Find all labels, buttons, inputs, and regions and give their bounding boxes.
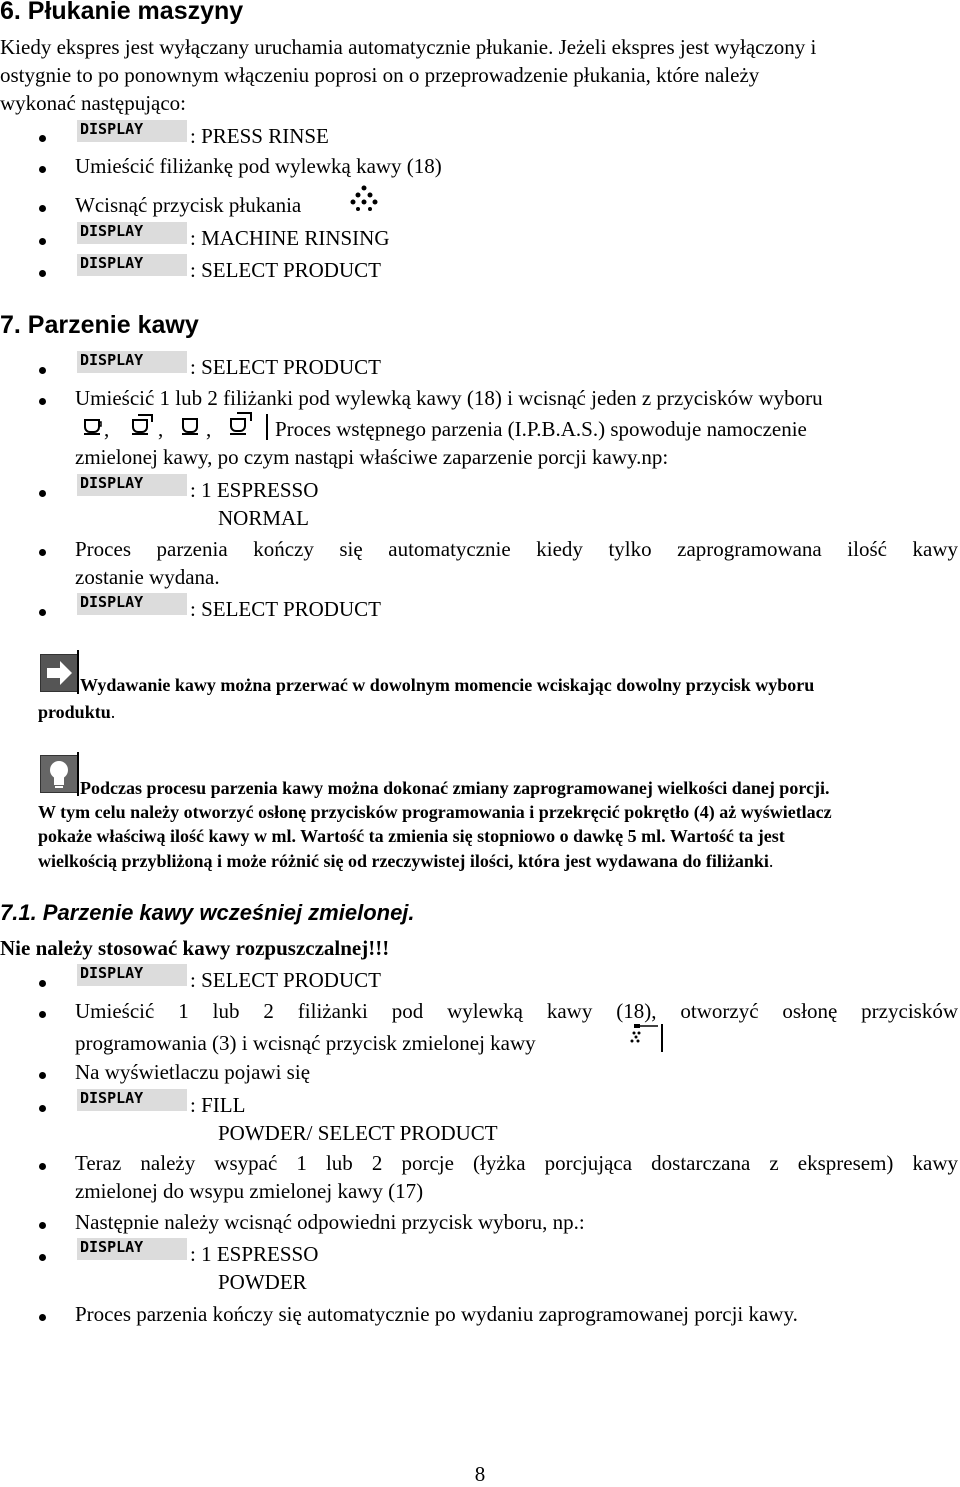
display-icon: DISPLAY bbox=[77, 120, 187, 142]
s71-item-3: Na wyświetlaczu pojawi się bbox=[75, 1060, 311, 1084]
bullet bbox=[39, 1072, 46, 1079]
bullet bbox=[39, 238, 46, 245]
two-large-cups-icon bbox=[228, 410, 258, 436]
bullet bbox=[39, 135, 46, 142]
bullet bbox=[39, 980, 46, 987]
s7-item-4-line-1: Proces parzenia kończy się automatycznie kiedy tylko zaprogramowana ilość kawy bbox=[75, 537, 958, 561]
s7-item-2-line-3: zmielonej kawy, po czym nastąpi właściwe zaparzenie porcji kawy.np: bbox=[75, 445, 669, 469]
display-icon: DISPLAY bbox=[77, 222, 187, 244]
section-6-heading: 6. Płukanie maszyny bbox=[0, 0, 244, 25]
s71-item-4-line-2: POWDER/ SELECT PRODUCT bbox=[218, 1121, 498, 1145]
separator-bar bbox=[77, 752, 79, 796]
bullet bbox=[39, 1105, 46, 1112]
s71-item-6: Następnie należy wcisnąć odpowiedni przycisk wyboru, np.: bbox=[75, 1210, 585, 1234]
s6-item-3: Wcisnąć przycisk płukania bbox=[75, 193, 302, 217]
bullet bbox=[39, 205, 46, 212]
s71-item-1: : SELECT PRODUCT bbox=[190, 968, 381, 992]
s6-item-2: Umieścić filiżankę pod wylewką kawy (18) bbox=[75, 154, 442, 178]
s7-item-5: : SELECT PRODUCT bbox=[190, 597, 381, 621]
bullet bbox=[39, 1222, 46, 1229]
bullet bbox=[39, 367, 46, 374]
bullet bbox=[39, 1254, 46, 1261]
s7-item-2-line-1: Umieścić 1 lub 2 filiżanki pod wylewką kawy (18) i wcisnąć jeden z przycisków wyboru bbox=[75, 386, 823, 410]
rinse-icon bbox=[348, 184, 380, 214]
bullet bbox=[39, 1314, 46, 1321]
note-2-line-2: W tym celu należy otworzyć osłonę przycisków programowania i przekręcić pokrętło (4) aż wyświetlacz bbox=[38, 802, 832, 822]
separator-bar bbox=[77, 650, 79, 694]
separator: , bbox=[104, 417, 110, 441]
one-cup-icon bbox=[82, 414, 104, 436]
bullet bbox=[39, 609, 46, 616]
page-number: 8 bbox=[474, 1462, 486, 1486]
s71-item-7-line-1: : 1 ESPRESSO bbox=[190, 1242, 319, 1266]
instant-coffee-warning: Nie należy stosować kawy rozpuszczalnej!!! bbox=[0, 936, 390, 960]
arrow-note-icon bbox=[40, 654, 78, 692]
bullet bbox=[39, 549, 46, 556]
s71-item-2-line-1: Umieścić 1 lub 2 filiżanki pod wylewką kawy (18), otworzyć osłonę przycisków bbox=[75, 999, 958, 1023]
bullet bbox=[39, 1011, 46, 1018]
s6-intro-line-1: Kiedy ekspres jest wyłączany uruchamia automatycznie płukanie. Jeżeli ekspres jest wyłączony i bbox=[0, 35, 817, 59]
note-2-line-1: Podczas procesu parzenia kawy można dokonać zmiany zaprogramowanej wielkości danej porcji. bbox=[80, 778, 830, 798]
bullet bbox=[39, 166, 46, 173]
bullet bbox=[39, 1163, 46, 1170]
s6-intro-line-3: wykonać następująco: bbox=[0, 91, 187, 115]
s7-item-1: : SELECT PRODUCT bbox=[190, 355, 381, 379]
s71-item-7-line-2: POWDER bbox=[218, 1270, 307, 1294]
s7-item-2-line-2: Proces wstępnego parzenia (I.P.B.A.S.) spowoduje namoczenie bbox=[275, 417, 807, 441]
s71-item-5-line-1: Teraz należy wsypać 1 lub 2 porcje (łyżka porcjująca dostarczana z ekspresem) kawy bbox=[75, 1151, 958, 1175]
display-icon: DISPLAY bbox=[77, 474, 187, 496]
display-icon: DISPLAY bbox=[77, 351, 187, 373]
bullet bbox=[39, 398, 46, 405]
note-2-line-3: pokaże właściwą ilość kawy w ml. Wartość ta zmienia się stopniowo o dawkę 5 ml. Wartość ta jest bbox=[38, 826, 785, 846]
display-icon: DISPLAY bbox=[77, 964, 187, 986]
two-cups-icon bbox=[130, 412, 156, 436]
bullet bbox=[39, 490, 46, 497]
s71-item-2-line-2: programowania (3) i wcisnąć przycisk zmielonej kawy bbox=[75, 1031, 536, 1055]
s71-item-8: Proces parzenia kończy się automatycznie po wydaniu zaprogramowanej porcji kawy. bbox=[75, 1302, 798, 1326]
note-1-line-2: produktu. bbox=[38, 702, 116, 722]
separator-bar bbox=[266, 414, 268, 440]
display-icon: DISPLAY bbox=[77, 254, 187, 276]
section-7-heading: 7. Parzenie kawy bbox=[0, 311, 199, 339]
lightbulb-icon bbox=[40, 755, 78, 793]
display-icon: DISPLAY bbox=[77, 593, 187, 615]
note-1-line-1: Wydawanie kawy można przerwać w dowolnym momencie wciskając dowolny przycisk wyboru bbox=[80, 675, 815, 695]
bullet bbox=[39, 270, 46, 277]
s7-item-3-line-2: NORMAL bbox=[218, 506, 310, 530]
s6-item-4: : MACHINE RINSING bbox=[190, 226, 390, 250]
s7-item-3-line-1: : 1 ESPRESSO bbox=[190, 478, 319, 502]
s7-item-4-line-2: zostanie wydana. bbox=[75, 565, 220, 589]
display-icon: DISPLAY bbox=[77, 1238, 187, 1260]
s6-item-5: : SELECT PRODUCT bbox=[190, 258, 381, 282]
section-7-1-heading: 7.1. Parzenie kawy wcześniej zmielonej. bbox=[0, 900, 415, 925]
s6-item-1: : PRESS RINSE bbox=[190, 124, 329, 148]
ground-coffee-icon bbox=[626, 1022, 666, 1054]
s71-item-5-line-2: zmielonej do wsypu zmielonej kawy (17) bbox=[75, 1179, 424, 1203]
separator: , bbox=[158, 417, 164, 441]
s71-item-4-line-1: : FILL bbox=[190, 1093, 246, 1117]
separator: , bbox=[206, 417, 212, 441]
display-icon: DISPLAY bbox=[77, 1089, 187, 1111]
note-2-line-4: wielkością przybliżoną i może różnić się od rzeczywistej ilości, która jest wydawana do filiżanki. bbox=[38, 851, 774, 871]
s6-intro-line-2: ostygnie to po ponownym włączeniu poprosi on o przeprowadzenie płukania, które należy bbox=[0, 63, 760, 87]
one-large-cup-icon bbox=[180, 414, 202, 436]
